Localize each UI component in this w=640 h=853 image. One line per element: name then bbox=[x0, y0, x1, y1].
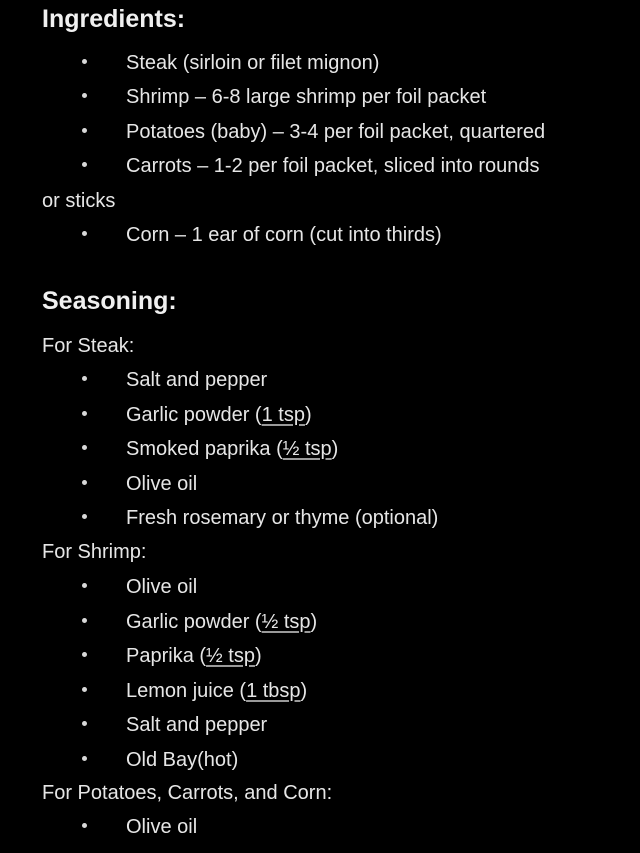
seasoning-text bbox=[126, 710, 267, 740]
bullet-icon bbox=[82, 411, 87, 416]
ingredient-item bbox=[0, 82, 640, 112]
seasoning-item bbox=[0, 434, 640, 464]
seasoning-text bbox=[126, 641, 262, 671]
ingredient-item bbox=[0, 117, 640, 147]
bullet-icon bbox=[82, 514, 87, 519]
ingredient-text: Carrots – 1-2 per foil packet, sliced into rounds bbox=[126, 155, 540, 177]
seasoning-name: Garlic powder ( bbox=[126, 610, 262, 633]
measurement: ½ tsp bbox=[261, 610, 311, 633]
seasoning-suffix: ) bbox=[300, 679, 308, 702]
seasoning-name: Smoked paprika ( bbox=[126, 438, 283, 460]
seasoning-text bbox=[126, 607, 317, 637]
ingredient-item bbox=[0, 48, 640, 78]
bullet-icon bbox=[82, 445, 87, 450]
ingredient-wrap-line: or sticks bbox=[42, 190, 116, 212]
measurement: ½ tsp bbox=[206, 645, 255, 667]
seasoning-text bbox=[126, 503, 438, 533]
ingredient-item bbox=[0, 151, 640, 181]
bullet-icon bbox=[82, 823, 87, 828]
seasoning-item bbox=[0, 812, 640, 842]
ingredient-text: Shrimp – 6-8 large shrimp per foil packet bbox=[126, 86, 487, 108]
seasoning-suffix: ) bbox=[304, 403, 312, 426]
seasoning-item bbox=[0, 676, 640, 706]
seasoning-item bbox=[0, 710, 640, 740]
ingredient-text: Corn – 1 ear of corn (cut into thirds) bbox=[126, 224, 442, 246]
seasoning-text bbox=[126, 676, 307, 706]
bullet-icon bbox=[82, 618, 87, 623]
seasoning-text bbox=[126, 400, 312, 430]
bullet-icon bbox=[82, 59, 87, 64]
bullet-icon bbox=[82, 93, 87, 98]
bullet-icon bbox=[82, 721, 87, 726]
seasoning-item bbox=[0, 503, 640, 533]
bullet-icon bbox=[82, 687, 87, 692]
seasoning-text bbox=[126, 745, 238, 775]
seasoning-name: Old Bay(hot) bbox=[126, 748, 239, 771]
shrimp-subheading: For Shrimp: bbox=[42, 541, 147, 563]
measurement: ½ tsp bbox=[282, 438, 332, 460]
seasoning-item bbox=[0, 400, 640, 430]
bullet-icon bbox=[82, 162, 87, 167]
bullet-icon bbox=[82, 756, 87, 761]
seasoning-name: Olive oil bbox=[126, 576, 198, 598]
ingredient-item bbox=[0, 220, 640, 250]
seasoning-text bbox=[126, 469, 197, 499]
seasoning-item bbox=[0, 365, 640, 395]
seasoning-name: Salt and pepper bbox=[126, 369, 268, 391]
vegetables-subheading: For Potatoes, Carrots, and Corn: bbox=[42, 782, 333, 804]
ingredient-text: Potatoes (baby) – 3-4 per foil packet, quartered bbox=[126, 121, 546, 143]
bullet-icon bbox=[82, 231, 87, 236]
seasoning-text bbox=[126, 812, 197, 842]
steak-subheading: For Steak: bbox=[42, 335, 135, 357]
ingredient-text: Steak (sirloin or filet mignon) bbox=[126, 52, 380, 74]
seasoning-suffix: ) bbox=[331, 438, 339, 460]
bullet-icon bbox=[82, 480, 87, 485]
seasoning-name: Olive oil bbox=[126, 816, 198, 838]
seasoning-name: Olive oil bbox=[126, 472, 198, 495]
seasoning-name: Lemon juice ( bbox=[126, 679, 247, 702]
seasoning-text bbox=[126, 365, 267, 395]
seasoning-item bbox=[0, 641, 640, 671]
seasoning-item bbox=[0, 572, 640, 602]
measurement: 1 tsp bbox=[261, 403, 305, 426]
seasoning-name: Paprika ( bbox=[126, 645, 207, 667]
seasoning-name: Fresh rosemary or thyme (optional) bbox=[126, 507, 439, 529]
seasoning-item bbox=[0, 745, 640, 775]
bullet-icon bbox=[82, 376, 87, 381]
bullet-icon bbox=[82, 128, 87, 133]
seasoning-name: Salt and pepper bbox=[126, 714, 268, 736]
bullet-icon bbox=[82, 583, 87, 588]
bullet-icon bbox=[82, 652, 87, 657]
seasoning-item bbox=[0, 607, 640, 637]
measurement: 1 tbsp bbox=[246, 679, 301, 702]
seasoning-heading: Seasoning: bbox=[42, 287, 177, 315]
seasoning-name: Garlic powder ( bbox=[126, 403, 262, 426]
seasoning-text bbox=[126, 434, 338, 464]
seasoning-suffix: ) bbox=[310, 610, 318, 633]
seasoning-suffix: ) bbox=[254, 645, 262, 667]
ingredients-heading: Ingredients: bbox=[42, 5, 186, 33]
seasoning-text bbox=[126, 572, 197, 602]
seasoning-item bbox=[0, 469, 640, 499]
